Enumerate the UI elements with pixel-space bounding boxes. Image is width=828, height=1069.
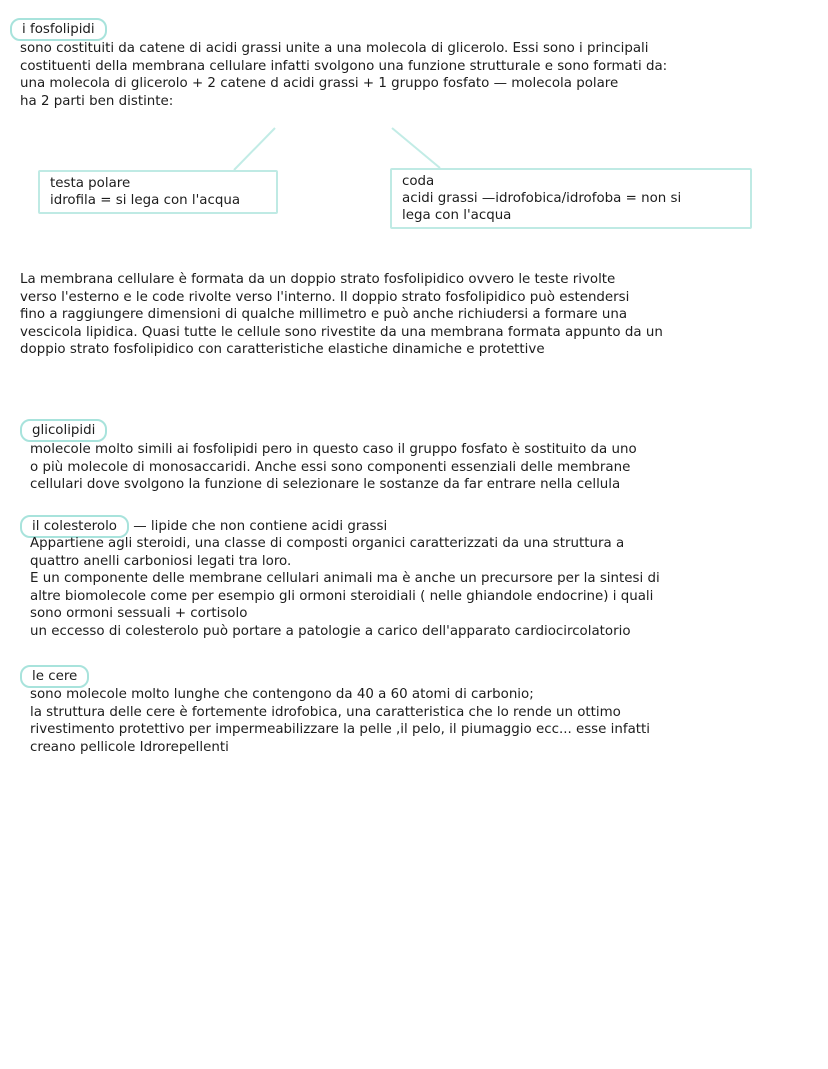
text-line: cellulari dove svolgono la funzione di selezionare le sostanze da far entrare nella cellula — [30, 477, 621, 493]
colesterolo-paragraph — [30, 535, 660, 641]
text-line: verso l'esterno e le code rivolte verso l'interno. Il doppio strato fosfolipidico può estendersi — [20, 289, 630, 305]
coda-label: coda — [402, 174, 435, 189]
cere-paragraph — [30, 686, 650, 756]
membrana-paragraph — [20, 271, 663, 359]
coda-description: acidi grassi —idrofobica/idrofoba = non si — [402, 191, 682, 206]
text-line: creano pellicole Idrorepellenti — [30, 739, 229, 755]
diagram-connectors — [0, 0, 828, 180]
text-line: ha 2 parti ben distinte: — [20, 93, 174, 109]
text-line: fino a raggiungere dimensioni di qualche millimetro e può anche richiudersi a formare una — [20, 307, 628, 323]
text-line: molecole molto simili ai fosfolipidi pero in questo caso il gruppo fosfato è sostituito da uno — [30, 442, 637, 457]
heading-fosfolipidi-text: i fosfolipidi — [22, 22, 95, 37]
glicolipidi-paragraph — [30, 441, 637, 494]
text-line: sono costituiti da catene di acidi grassi unite a una molecola di glicerolo. Essi sono i principali — [20, 41, 649, 56]
coda-description: lega con l'acqua — [402, 208, 512, 223]
testa-label: testa polare — [50, 176, 131, 191]
text-line: costituenti della membrana cellulare infatti svolgono una funzione strutturale e sono formati da: — [20, 58, 668, 74]
heading-colesterolo-text: il colesterolo — [32, 519, 117, 534]
heading-cere-text: le cere — [32, 669, 78, 684]
text-line: Appartiene agli steroidi, una classe di composti organici caratterizzati da una struttura a — [30, 536, 625, 551]
text-line: quattro anelli carboniosi legati tra loro. — [30, 553, 292, 569]
coda-box — [390, 168, 752, 229]
testa-box — [38, 170, 278, 214]
text-line: altre biomolecole come per esempio gli ormoni steroidiali ( nelle ghiandole endocrine) i quali — [30, 588, 654, 604]
text-line: La membrana cellulare è formata da un doppio strato fosfolipidico ovvero le teste rivolte — [20, 272, 616, 287]
heading-cere — [20, 665, 89, 688]
text-line: vescicola lipidica. Quasi tutte le cellule sono rivestite da una membrana formata appunto da un — [20, 324, 663, 340]
text-line: doppio strato fosfolipidico con caratteristiche elastiche dinamiche e protettive — [20, 342, 545, 358]
text-line: E un componente delle membrane cellulari animali ma è anche un precursore per la sintesi di — [30, 571, 660, 587]
text-line: sono molecole molto lunghe che contengono da 40 a 60 atomi di carbonio; — [30, 687, 534, 702]
text-line: o più molecole di monosaccaridi. Anche essi sono componenti essenziali delle membrane — [30, 459, 631, 475]
heading-glicolipidi-text: glicolipidi — [32, 423, 96, 438]
connector-coda — [392, 128, 440, 168]
heading-glicolipidi — [20, 419, 107, 442]
colesterolo-subtitle: — lipide che non contiene acidi grassi — [129, 519, 388, 534]
text-line: sono ormoni sessuali + cortisolo — [30, 606, 248, 622]
connector-testa — [234, 128, 275, 170]
testa-description: idrofila = si lega con l'acqua — [50, 193, 241, 208]
text-line: rivestimento protettivo per impermeabilizzare la pelle ,il pelo, il piumaggio ecc... esse infatti — [30, 722, 651, 738]
text-line: un eccesso di colesterolo può portare a patologie a carico dell'apparato cardiocircolatorio — [30, 623, 631, 639]
text-line: la struttura delle cere è fortemente idrofobica, una caratteristica che lo rende un ottimo — [30, 704, 621, 720]
text-line: una molecola di glicerolo + 2 catene d acidi grassi + 1 gruppo fosfato — molecola polare — [20, 76, 619, 92]
